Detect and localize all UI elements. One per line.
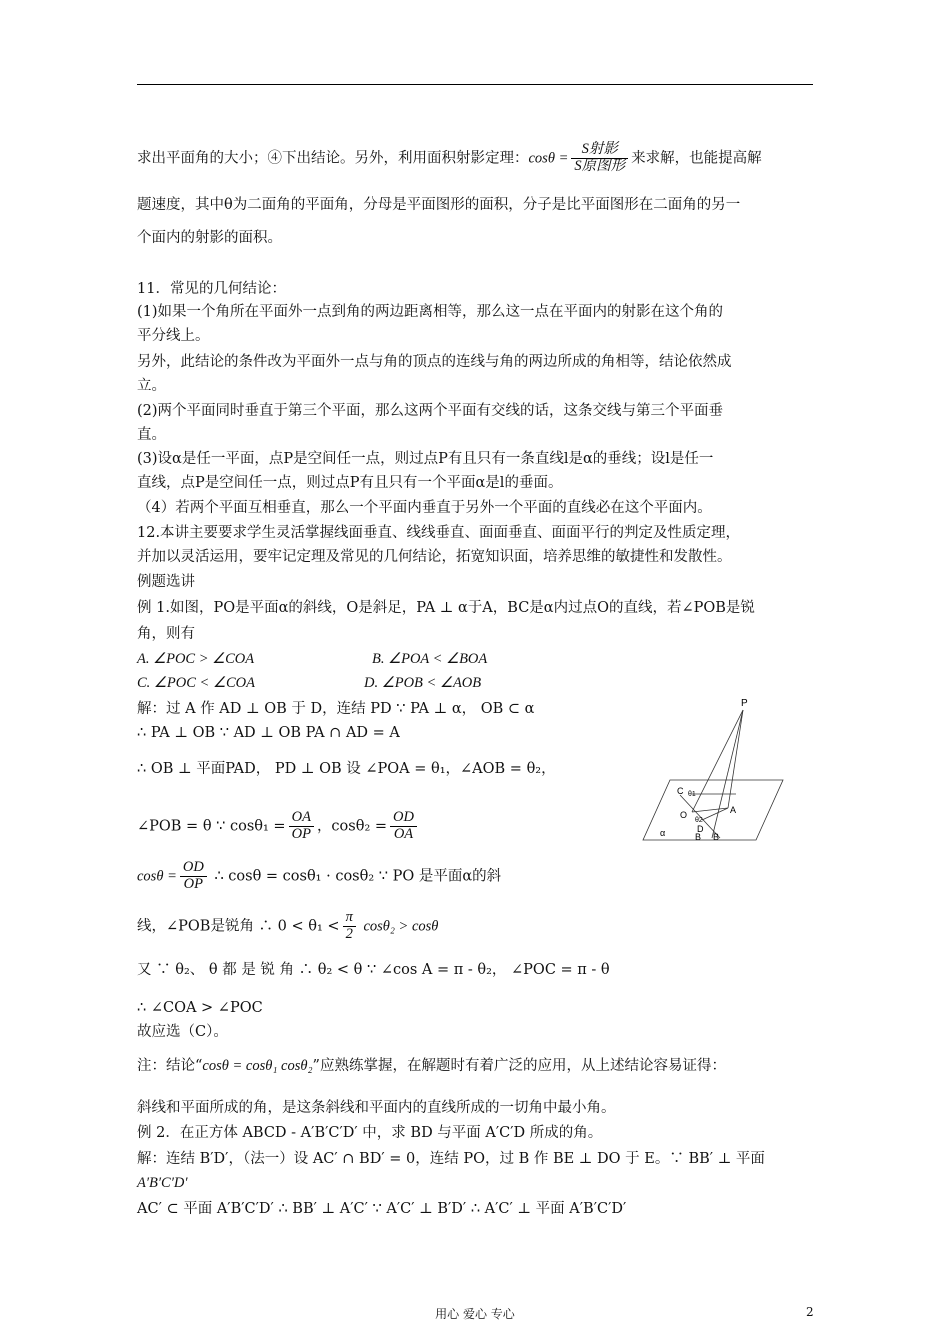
solution-line: ∴ OB ⊥ 平面PAD， PD ⊥ OB 设 ∠POA = θ₁，∠AOB = θ₂， (137, 761, 556, 777)
solution-line: AC′ ⊂ 平面 A′B′C′D′ ∴ BB′ ⊥ A′C′ ∵ A′C′ ⊥ B′D′ ∴ A′C′ ⊥ 平面 A′B′C′D′ (137, 1201, 627, 1217)
note-line: 斜线和平面所成的角，是这条斜线和平面内的直线所成的一切角中最小角。 (137, 1100, 616, 1116)
solution-line: 解：连结 B′D′，（法一）设 AC′ ∩ BD′ = 0，连结 PO，过 B 作 BE ⊥ DO 于 E。∵ BB′ ⊥ 平面 (137, 1151, 765, 1167)
text-line: 并加以灵活运用，要牢记定理及常见的几何结论，拓宽知识面，培养思维的敏捷性和发散性。 (137, 549, 732, 565)
text-line: （4）若两个平面互相垂直，那么一个平面内垂直于另外一个平面的直线必在这个平面内。 (137, 500, 712, 516)
line-pb (712, 710, 743, 838)
text-line: 直线，点P是空间任一点，则过点P有且只有一个平面α是l的垂面。 (137, 475, 563, 491)
label-d: D (697, 824, 704, 834)
label-b2: B (713, 832, 720, 842)
solution-line: ∴ PA ⊥ OB ∵ AD ⊥ OB PA ∩ AD = A (137, 725, 400, 741)
solution-line: 解：过 A 作 AD ⊥ OB 于 D，连结 PD ∵ PA ⊥ α， OB ⊂ α (137, 701, 535, 717)
option-a: A. ∠POC > ∠COA (137, 651, 255, 667)
label-b1: B (695, 832, 702, 842)
option-d: D. ∠POB < ∠AOB (364, 675, 482, 691)
text-line: 求出平面角的大小；④下出结论。另外，利用面积射影定理：cosθ = $\frac{\text{S射影}}{\text{S原图形}}$ 来求解，也能提高解 (137, 141, 762, 174)
option-c: C. ∠POC < ∠COA (137, 675, 255, 691)
text-line: 12.本讲主要要求学生灵活掌握线面垂直、线线垂直、面面垂直、面面平行的判定及性质定理， (137, 525, 741, 541)
label-c: C (677, 786, 684, 796)
section-heading: 11．常见的几何结论： (137, 281, 286, 297)
text-line: 角，则有 (137, 626, 195, 642)
solution-line: ∠POB = θ ∵ cosθ₁ = $\frac{OA}{OP}$ ，cosθ₂ = $\frac{OD}{OA}$ (137, 810, 420, 843)
page-number: 2 (806, 1305, 814, 1319)
text-line: 平分线上。 (137, 328, 210, 344)
solution-line: 故应选（C）。 (137, 1024, 228, 1040)
page-footer: 用心 爱心 专心 (435, 1307, 515, 1321)
example-line: 例 2．在正方体 ABCD - A′B′C′D′ 中，求 BD 与平面 A′C′D 所成的角。 (137, 1125, 603, 1141)
note-line: 注：结论“cosθ = cosθ₁ cosθ₂”应熟练掌握，在解题时有着广泛的应用，从上述结论容易证得： (137, 1058, 726, 1074)
solution-line: 线，∠POB是锐角 ∴ 0 < θ₁ < $\frac{\pi}{2}$ cosθ₂ > cosθ (137, 909, 439, 942)
solution-line: 又 ∵ θ₂、 θ 都 是 锐 角 ∴ θ₂ < θ ∵ ∠cos A = π - θ₂， ∠POC = π - θ (137, 962, 610, 978)
label-theta2: θ2 (695, 817, 703, 824)
header-rule (137, 84, 813, 85)
solution-line: ∴ ∠COA > ∠POC (137, 1000, 263, 1016)
text-line: 另外，此结论的条件改为平面外一点与角的顶点的连线与角的两边所成的角相等，结论依然成 (137, 354, 732, 370)
text-line: 例 1.如图，PO是平面α的斜线，O是斜足，PA ⊥ α于A，BC是α内过点O的直线，若∠POB是锐 (137, 600, 755, 616)
text-line: 直。 (137, 427, 166, 443)
text-line: (3)设α是任一平面，点P是空间任一点，则过点P有且只有一条直线l是α的垂线；设l是任一 (137, 451, 714, 467)
label-o: O (680, 810, 688, 820)
geometry-figure (640, 690, 800, 860)
option-b: B. ∠POA < ∠BOA (372, 651, 488, 667)
label-theta1: θ1 (688, 791, 696, 798)
section-heading: 例题选讲 (137, 574, 195, 590)
label-p: P (741, 698, 748, 709)
label-a: A (730, 805, 737, 815)
line-oa (692, 808, 728, 812)
text-line: (1)如果一个角所在平面外一点到角的两边距离相等，那么这一点在平面内的射影在这个角的 (137, 304, 724, 320)
text-line: (2)两个平面同时垂直于第三个平面，那么这两个平面有交线的话，这条交线与第三个平面垂 (137, 403, 724, 419)
solution-line: A′B′C′D′ (137, 1175, 188, 1191)
text-line: 个面内的射影的面积。 (137, 230, 282, 246)
label-alpha: α (660, 828, 666, 838)
solution-line: cosθ = $\frac{OD}{OP}$ ∴ cosθ = cosθ₁ · cosθ₂ ∵ PO 是平面α的斜 (137, 859, 502, 892)
text-line: 立。 (137, 378, 166, 394)
text-line: 题速度，其中θ为二面角的平面角，分母是平面图形的面积，分子是比平面图形在二面角的另一 (137, 197, 741, 213)
